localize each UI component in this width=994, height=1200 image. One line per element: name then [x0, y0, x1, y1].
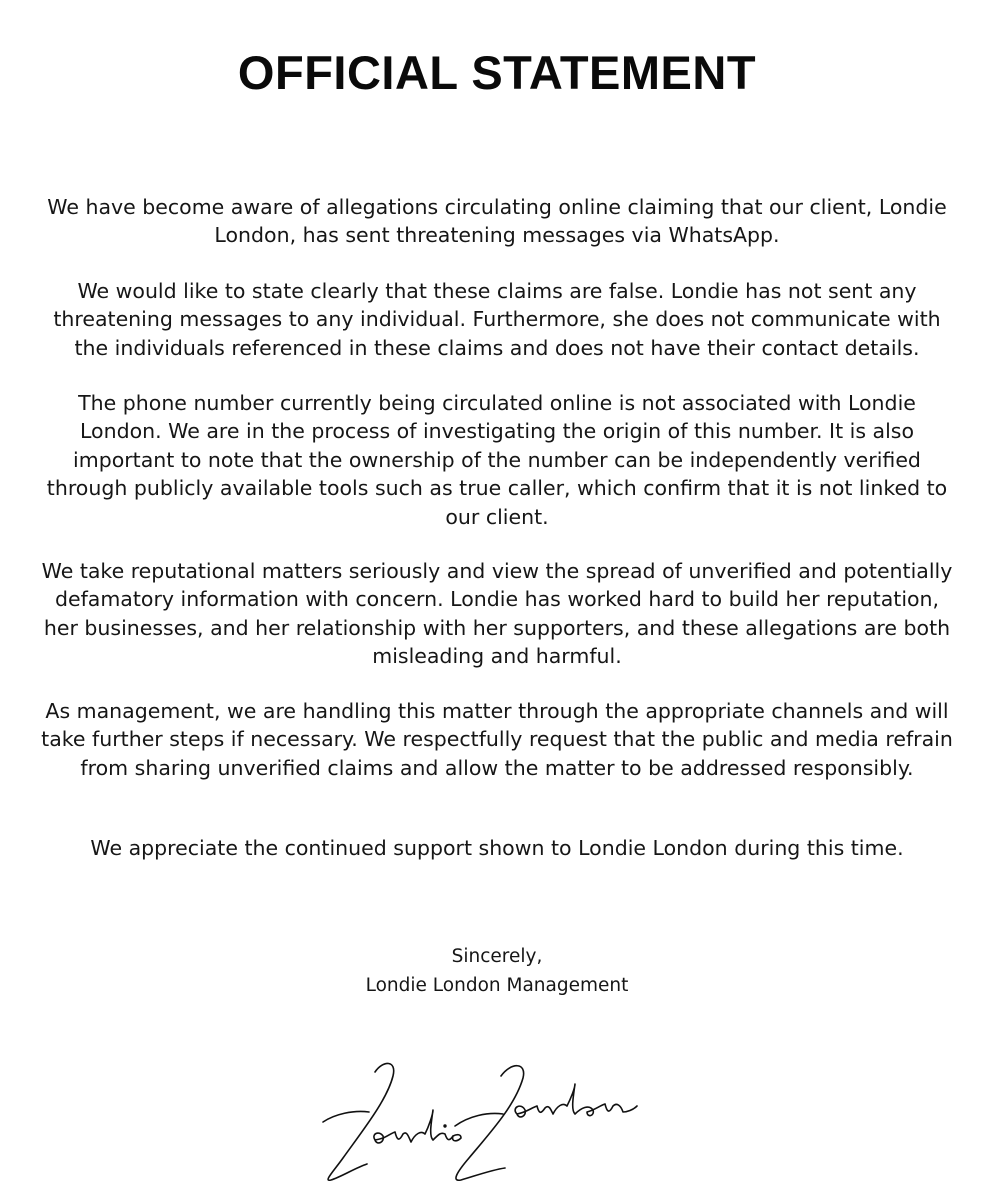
paragraph-reputation: We take reputational matters seriously and view the spread of unverified and potentially defamatory information with concern. Londie has worked hard to build her reputation, her businesses, and her relationship with her supporters, and these allegations are both misleading and harmful.	[41, 559, 953, 669]
statement-title: OFFICIAL STATEMENT	[237, 46, 757, 99]
paragraph-appreciation: We appreciate the continued support shown to Londie London during this time.	[90, 836, 904, 860]
paragraph-allegations: We have become aware of allegations circulating online claiming that our client, Londie London, has sent threatening messages via WhatsApp.	[47, 195, 947, 248]
paragraph-denial: We would like to state clearly that these claims are false. Londie has not sent any threatening messages to any individual. Furthermore, she does not communicate with the individuals referenced in these claims and does not have their contact details.	[53, 279, 941, 360]
closing-block	[0, 943, 994, 1000]
closing-salutation: Sincerely,	[451, 946, 543, 967]
handwritten-signature	[305, 1030, 645, 1190]
sender-name: Londie London Management	[365, 974, 629, 996]
paragraph-phone-number: The phone number currently being circulated online is not associated with Londie London. We are in the process of investigating the origin of this number. It is also important to note that the ownership of the number can be independently verified through publicly available tools such as true caller, which confirm that it is not linked to our client.	[46, 391, 948, 529]
paragraph-management-action: As management, we are handling this matter through the appropriate channels and will take further steps if necessary. We respectfully request that the public and media refrain from sharing unverified claims and allow the matter to be addressed responsibly.	[41, 699, 953, 780]
